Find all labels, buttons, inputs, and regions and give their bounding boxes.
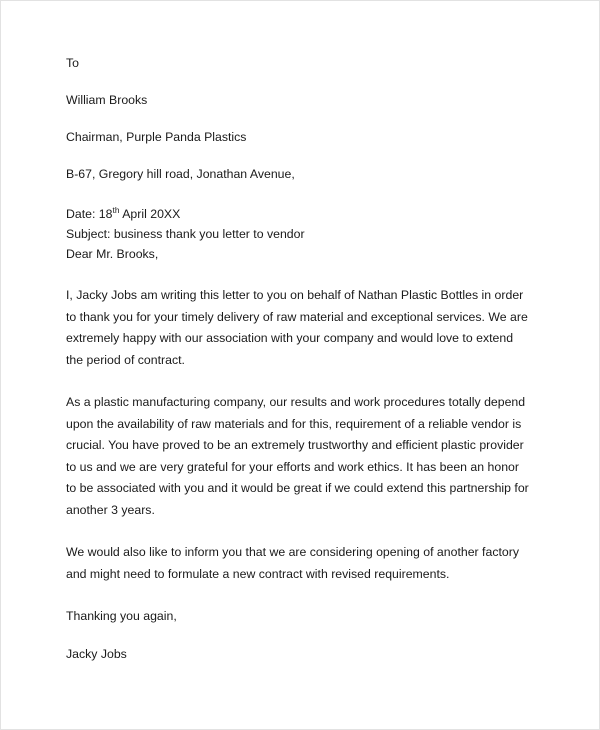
spacer <box>66 521 532 542</box>
closing-signature: Jacky Jobs <box>66 646 127 661</box>
date-rest: April 20XX <box>119 207 181 221</box>
spacer <box>66 585 532 606</box>
recipient-name: William Brooks <box>66 93 148 107</box>
date-ordinal-suffix: th <box>112 204 120 215</box>
body-paragraph-1: I, Jacky Jobs am writing this letter to you on behalf of Nathan Plastic Bottles in order to thank you for your timely delivery of raw material and exceptional services. We are extremely happy with our association with your company and would love to extend the period of contract. <box>66 288 528 367</box>
body-paragraph-3: We would also like to inform you that we are considering opening of another factory and might need to formulate a new contract with revised requirements. <box>66 545 519 581</box>
recipient-title-company: Chairman, Purple Panda Plastics <box>66 130 247 144</box>
letter-subject: Subject: business thank you letter to vendor <box>66 227 305 241</box>
body-paragraph-2: As a plastic manufacturing company, our results and work procedures totally depend upon the availability of raw materials and for this, requirement of a reliable vendor is crucial. You have proved to be an extremely trustworthy and efficient plastic provider to us and we are very grateful for your efforts and work ethics. It has been an honor to be associated with you and it would be great if we could extend this partnership for another 3 years. <box>66 395 529 517</box>
letter-salutation: Dear Mr. Brooks, <box>66 247 159 261</box>
letter-date <box>66 204 532 224</box>
closing-thanks: Thanking you again, <box>66 609 177 623</box>
letter-body <box>66 56 532 665</box>
letter-meta-block <box>66 204 532 264</box>
date-label: Date: 18 <box>66 207 113 221</box>
recipient-address: B-67, Gregory hill road, Jonathan Avenue, <box>66 167 295 181</box>
recipient-to-label: To <box>66 56 79 70</box>
spacer <box>66 264 532 285</box>
spacer <box>66 628 532 644</box>
spacer <box>66 371 532 392</box>
